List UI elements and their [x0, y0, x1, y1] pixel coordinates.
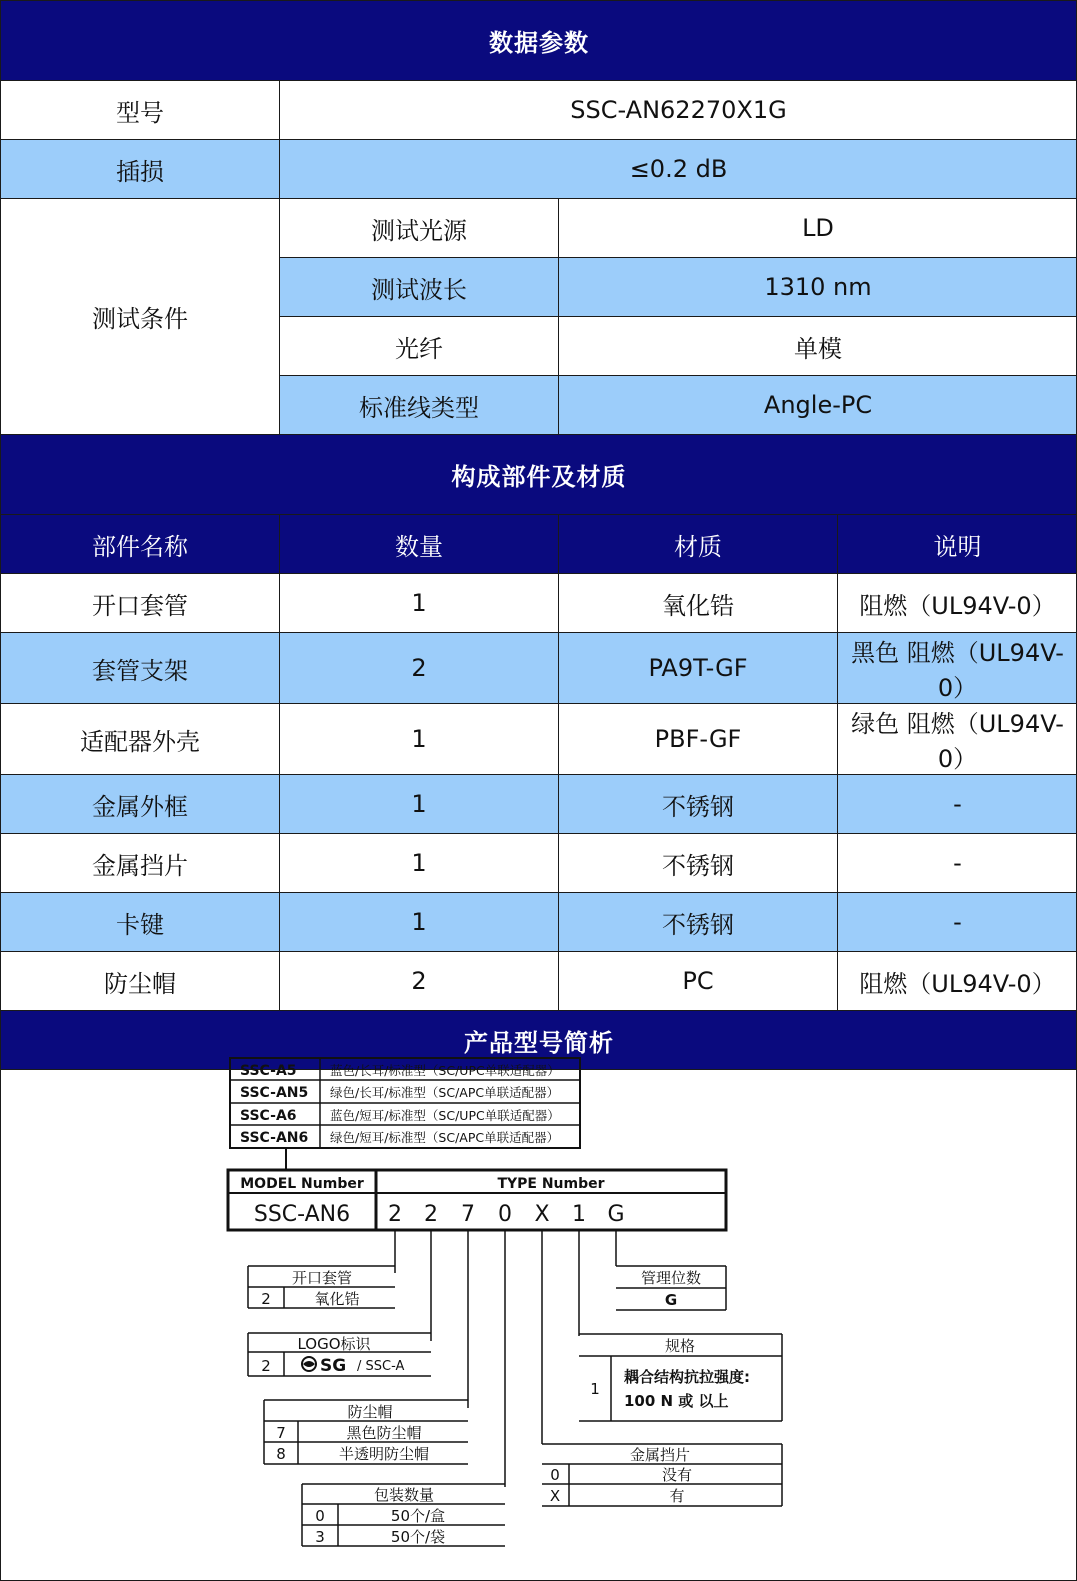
spec-box-line1: 耦合结构抗拉强度: — [624, 1368, 750, 1386]
part-qty: 1 — [280, 775, 559, 834]
part-material: PC — [559, 952, 838, 1011]
part-note: - — [838, 834, 1077, 893]
type-char: 0 — [498, 1202, 512, 1227]
shutter-title: 金属挡片 — [629, 1446, 691, 1464]
type-char: 1 — [572, 1202, 586, 1227]
test-row-label: 测试波长 — [280, 258, 559, 317]
logo-title: LOGO标识 — [297, 1335, 371, 1353]
part-note: - — [838, 775, 1077, 834]
table-row — [1, 704, 1077, 775]
test-row-value: 1310 nm — [559, 258, 1077, 317]
package-code: 0 — [315, 1507, 325, 1525]
type-char: 2 — [388, 1202, 402, 1227]
table-row — [1, 834, 1077, 893]
test-row-value: Angle-PC — [559, 376, 1077, 435]
type-char: 7 — [461, 1202, 475, 1227]
model-number-label: MODEL Number — [240, 1176, 364, 1192]
part-note: - — [838, 893, 1077, 952]
part-name: 适配器外壳 — [1, 704, 280, 775]
package-text: 50个/盒 — [390, 1507, 446, 1525]
model-code: SSC-A6 — [240, 1108, 297, 1124]
dustcap-code: 7 — [276, 1424, 286, 1442]
shutter-code: 0 — [550, 1466, 560, 1484]
test-row-value: LD — [559, 199, 1077, 258]
part-note: 黑色 阻燃（UL94V-0） — [838, 633, 1077, 704]
brand-logo-icon — [302, 1356, 346, 1376]
part-name: 金属外框 — [1, 775, 280, 834]
model-code: SSC-AN6 — [240, 1130, 309, 1146]
table-row — [1, 893, 1077, 952]
spec-box-code: 1 — [590, 1380, 600, 1398]
spec-box-line2: 100 N 或 以上 — [624, 1392, 729, 1410]
model-desc: 蓝色/长耳/标准型（SC/UPC单联适配器） — [330, 1063, 560, 1078]
part-qty: 2 — [280, 952, 559, 1011]
shutter-text: 没有 — [661, 1466, 693, 1484]
package-code: 3 — [315, 1528, 325, 1546]
spec-box-title: 规格 — [664, 1337, 696, 1355]
package-title: 包装数量 — [373, 1486, 435, 1504]
sleeve-title: 开口套管 — [291, 1269, 353, 1287]
model-number-value: SSC-AN6 — [253, 1202, 351, 1227]
loss-label: 插损 — [1, 140, 280, 199]
part-qty: 1 — [280, 834, 559, 893]
type-number-label: TYPE Number — [497, 1176, 605, 1192]
model-breakdown-svg — [0, 1046, 1077, 1581]
model-code: SSC-AN5 — [240, 1085, 309, 1101]
sleeve-code: 2 — [261, 1290, 271, 1308]
part-material: 不锈钢 — [559, 834, 838, 893]
loss-value: ≤0.2 dB — [280, 140, 1077, 199]
part-name: 防尘帽 — [1, 952, 280, 1011]
model-desc: 绿色/长耳/标准型（SC/APC单联适配器） — [330, 1085, 560, 1100]
part-qty: 2 — [280, 633, 559, 704]
part-note: 阻燃（UL94V-0） — [838, 952, 1077, 1011]
part-material: 不锈钢 — [559, 893, 838, 952]
part-note: 绿色 阻燃（UL94V-0） — [838, 704, 1077, 775]
parts-header-qty: 数量 — [280, 515, 559, 574]
sleeve-text: 氧化锆 — [314, 1290, 360, 1308]
part-name: 开口套管 — [1, 574, 280, 633]
part-material: PA9T-GF — [559, 633, 838, 704]
logo-code: 2 — [261, 1357, 271, 1375]
dustcap-code: 8 — [276, 1445, 286, 1463]
parts-header-name: 部件名称 — [1, 515, 280, 574]
dustcap-title: 防尘帽 — [347, 1403, 393, 1421]
test-row-label: 光纤 — [280, 317, 559, 376]
parts-header-note: 说明 — [838, 515, 1077, 574]
test-row-label: 测试光源 — [280, 199, 559, 258]
dustcap-text: 黑色防尘帽 — [346, 1424, 422, 1442]
package-text: 50个/袋 — [390, 1528, 446, 1546]
shutter-text: 有 — [669, 1487, 685, 1505]
shutter-code: X — [549, 1487, 561, 1505]
model-desc: 绿色/短耳/标准型（SC/APC单联适配器） — [330, 1130, 560, 1145]
part-qty: 1 — [280, 893, 559, 952]
part-name: 卡键 — [1, 893, 280, 952]
model-desc: 蓝色/短耳/标准型（SC/UPC单联适配器） — [330, 1108, 560, 1123]
logo-text: / SSC-A — [357, 1359, 405, 1374]
part-name: 金属挡片 — [1, 834, 280, 893]
test-row-label: 标准线类型 — [280, 376, 559, 435]
type-char: X — [534, 1202, 550, 1227]
part-qty: 1 — [280, 704, 559, 775]
model-value: SSC-AN62270X1G — [280, 81, 1077, 140]
part-note: 阻燃（UL94V-0） — [838, 574, 1077, 633]
model-breakdown-title: 产品型号简析 — [1, 1011, 1077, 1070]
mgmt-code: G — [664, 1291, 678, 1309]
model-label: 型号 — [1, 81, 280, 140]
mgmt-title: 管理位数 — [640, 1269, 702, 1287]
part-material: 不锈钢 — [559, 775, 838, 834]
table-row — [1, 775, 1077, 834]
type-char: G — [607, 1202, 625, 1227]
parts-header-material: 材质 — [559, 515, 838, 574]
spec-title: 数据参数 — [1, 1, 1077, 81]
model-breakdown-diagram — [0, 1046, 1077, 1581]
type-char: 2 — [424, 1202, 438, 1227]
table-row — [1, 952, 1077, 1011]
table-row — [1, 574, 1077, 633]
model-code: SSC-A5 — [240, 1063, 297, 1079]
part-material: PBF-GF — [559, 704, 838, 775]
test-conditions-label: 测试条件 — [1, 199, 280, 435]
parts-title: 构成部件及材质 — [1, 435, 1077, 515]
part-material: 氧化锆 — [559, 574, 838, 633]
part-name: 套管支架 — [1, 633, 280, 704]
test-row-value: 单模 — [559, 317, 1077, 376]
dustcap-text: 半透明防尘帽 — [338, 1445, 430, 1463]
brand-logo-text: SG — [320, 1356, 347, 1376]
part-qty: 1 — [280, 574, 559, 633]
table-row — [1, 633, 1077, 704]
